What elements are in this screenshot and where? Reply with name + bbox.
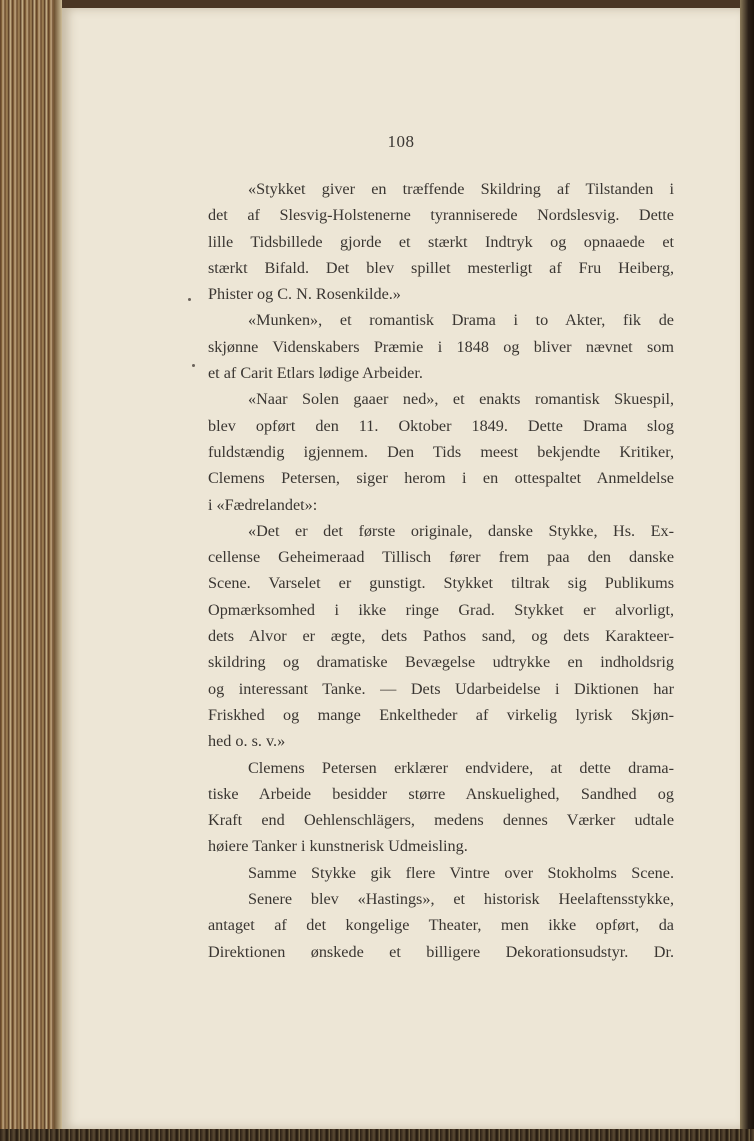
- text-line: Opmærksomhed i ikke ringe Grad. Stykket er alvorligt,: [208, 600, 674, 619]
- text-line: Scene. Varselet er gunstigt. Stykket tiltrak sig Publikums: [208, 574, 674, 593]
- text-line: antaget af det kongelige Theater, men ikke opført, da: [208, 916, 674, 935]
- book-page: [62, 8, 740, 1129]
- text-line: Kraft end Oehlenschlägers, medens dennes Værker udtale: [208, 811, 674, 830]
- text-line: tiske Arbeide besidder større Anskuelighed, Sandhed og: [208, 784, 674, 803]
- text-line: Direktionen ønskede et billigere Dekorationsudstyr. Dr.: [208, 942, 674, 961]
- text-line: Clemens Petersen erklærer endvidere, at dette drama-: [248, 758, 674, 777]
- body-text: [208, 176, 674, 965]
- text-line: Senere blev «Hastings», et historisk Heelaftensstykke,: [248, 890, 674, 909]
- book-top-edge: [0, 0, 754, 8]
- text-line: Clemens Petersen, siger herom i en ottespaltet Anmeldelse: [208, 469, 674, 488]
- text-line: i «Fædrelandet»:: [208, 495, 318, 514]
- text-line: et af Carit Etlars lødige Arbeider.: [208, 364, 423, 383]
- text-line: skildring og dramatiske Bevægelse udtrykke en indholdsrig: [208, 653, 674, 672]
- page-speck: [192, 364, 195, 367]
- text-line: lille Tidsbillede gjorde et stærkt Indtryk og opnaaede et: [208, 232, 674, 251]
- text-line: høiere Tanker i kunstnerisk Udmeisling.: [208, 837, 468, 856]
- text-line: Phister og C. N. Rosenkilde.»: [208, 285, 401, 304]
- book-bottom-edge: [0, 1129, 754, 1141]
- text-line: dets Alvor er ægte, dets Pathos sand, og dets Karakteer-: [208, 627, 674, 646]
- text-line: stærkt Bifald. Det blev spillet mesterligt af Fru Heiberg,: [208, 258, 674, 277]
- page-speck: [188, 298, 191, 301]
- book-binding: [0, 0, 62, 1141]
- book-right-edge: [740, 0, 754, 1141]
- text-line: og interessant Tanke. — Dets Udarbeidelse i Diktionen har: [208, 679, 674, 698]
- text-line: «Munken», et romantisk Drama i to Akter, fik de: [248, 311, 674, 330]
- text-line: fuldstændig igjennem. Den Tids meest bekjendte Kritiker,: [208, 442, 674, 461]
- text-line: cellense Geheimeraad Tillisch fører frem paa den danske: [208, 548, 674, 567]
- text-line: hed o. s. v.»: [208, 732, 286, 751]
- text-line: skjønne Videnskabers Præmie i 1848 og bliver nævnet som: [208, 337, 674, 356]
- page-number: 108: [387, 132, 415, 151]
- text-line: Samme Stykke gik flere Vintre over Stokholms Scene.: [248, 863, 674, 882]
- text-line: «Naar Solen gaaer ned», et enakts romantisk Skuespil,: [248, 390, 674, 409]
- text-line: Friskhed og mange Enkeltheder af virkelig lyrisk Skjøn-: [208, 705, 674, 724]
- text-line: «Det er det første originale, danske Stykke, Hs. Ex-: [248, 521, 674, 540]
- text-line: det af Slesvig-Holstenerne tyranniserede Nordslesvig. Dette: [208, 206, 674, 225]
- text-line: blev opført den 11. Oktober 1849. Dette Drama slog: [208, 416, 674, 435]
- text-line: «Stykket giver en træffende Skildring af Tilstanden i: [248, 180, 674, 198]
